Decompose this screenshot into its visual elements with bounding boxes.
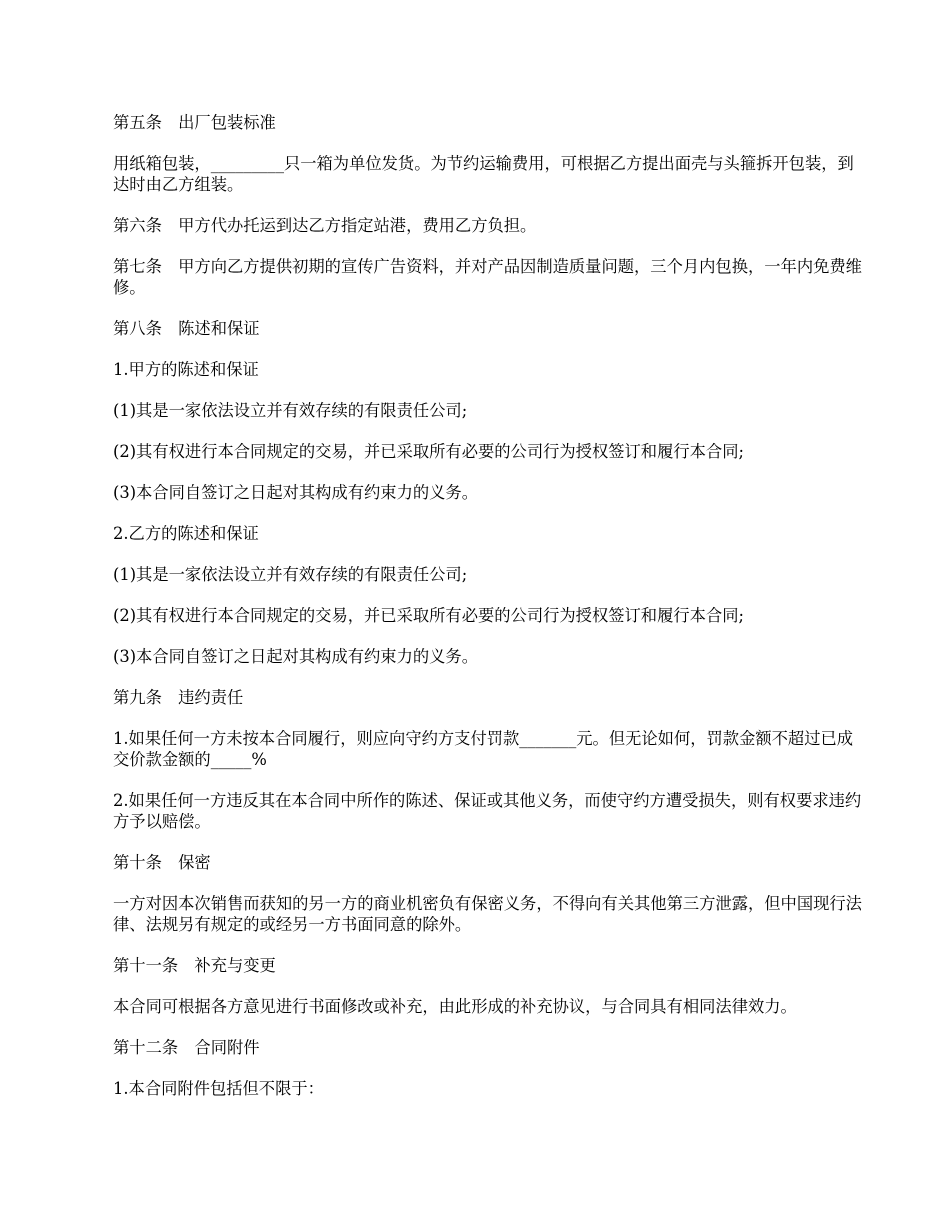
party-a-representations-heading: 1.甲方的陈述和保证 (113, 360, 259, 379)
article-7-paragraph: 第七条 甲方向乙方提供初期的宣传广告资料，并对产品因制造质量问题，三个月内包换，一年内免费维修。 (113, 257, 862, 297)
article-8-heading: 第八条 陈述和保证 (113, 319, 260, 338)
article-9-heading: 第九条 违约责任 (113, 688, 244, 707)
document-page (113, 112, 863, 1119)
amendment-body: 本合同可根据各方意见进行书面修改或补充，由此形成的补充协议，与合同具有相同法律效力。 (113, 997, 797, 1016)
party-b-item-2: (2)其有权进行本合同规定的交易，并已采取所有必要的公司行为授权签订和履行本合同; (113, 606, 744, 625)
article-5-body: 用纸箱包装，_________只一箱为单位发货。为节约运输费用，可根据乙方提出面壳与头箍拆开包装，到达时由乙方组装。 (113, 154, 854, 194)
party-b-item-1: (1)其是一家依法设立并有效存续的有限责任公司; (113, 565, 468, 584)
party-b-representations-heading: 2.乙方的陈述和保证 (113, 524, 259, 543)
annex-item-1: 1.本合同附件包括但不限于： (113, 1079, 324, 1098)
breach-clause-2: 2.如果任何一方违反其在本合同中所作的陈述、保证或其他义务，而使守约方遭受损失，则有权要求违约方予以赔偿。 (113, 791, 862, 831)
article-6-paragraph: 第六条 甲方代办托运到达乙方指定站港，费用乙方负担。 (113, 216, 537, 235)
party-a-item-2: (2)其有权进行本合同规定的交易，并已采取所有必要的公司行为授权签订和履行本合同; (113, 442, 744, 461)
breach-clause-1: 1.如果任何一方未按本合同履行，则应向守约方支付罚款_______元。但无论如何，罚款金额不超过已成交价款金额的_____% (113, 729, 854, 769)
party-b-item-3: (3)本合同自签订之日起对其构成有约束力的义务。 (113, 647, 478, 666)
party-a-item-3: (3)本合同自签订之日起对其构成有约束力的义务。 (113, 483, 478, 502)
party-a-item-1: (1)其是一家依法设立并有效存续的有限责任公司; (113, 401, 468, 420)
article-10-heading: 第十条 保密 (113, 853, 211, 872)
article-11-heading: 第十一条 补充与变更 (113, 956, 276, 975)
confidentiality-body: 一方对因本次销售而获知的另一方的商业机密负有保密义务，不得向有关其他第三方泄露，但中国现行法律、法规另有规定的或经另一方书面同意的除外。 (113, 894, 862, 934)
article-12-heading: 第十二条 合同附件 (113, 1038, 260, 1057)
article-5-heading: 第五条 出厂包装标准 (113, 113, 276, 132)
